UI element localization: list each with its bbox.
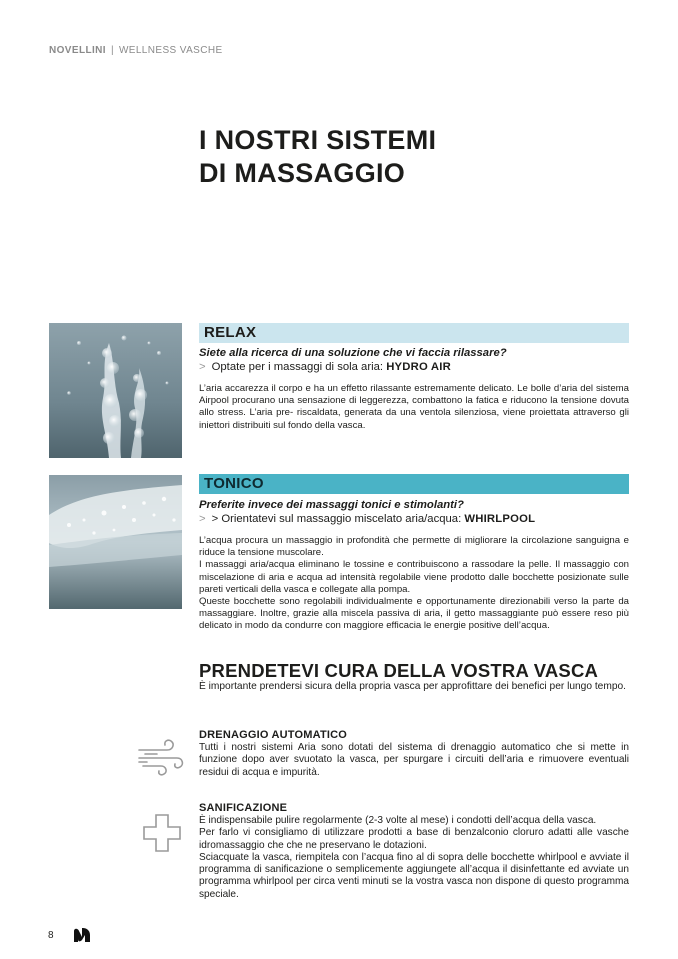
care-intro: È importante prendersi sicura della propria vasca per approfittare dei benefici per lungo tempo.: [199, 681, 626, 692]
relax-body: L’aria accarezza il corpo e ha un effetto rilassante estremamente delicato. Le bolle d’aria del sistema Airpool procurano una sensazione di leggerezza, combattono la fatica e riducono la tensione dovuta allo stress. L’aria pre- riscaldata, generata da una ventola silenziosa, viene proiettata attraverso gli iniettori distribuiti sul fondo della vasca.: [199, 383, 629, 431]
tonico-heading-bar: TONICO: [199, 474, 629, 494]
wind-icon: [137, 738, 185, 783]
tonico-body-paragraph: L’acqua procura un massaggio in profondità che permette di migliorare la circolazione sanguigna e riduce la tensione muscolare.: [199, 535, 629, 559]
tonico-option-product: WHIRLPOOL: [464, 513, 536, 525]
breadcrumb: [49, 45, 223, 56]
relax-option-product: HYDRO AIR: [386, 361, 451, 373]
tonico-lead: Preferite invece dei massaggi tonici e stimolanti?: [199, 499, 464, 511]
chevron-right-icon: >: [199, 361, 206, 373]
relax-heading-bar: RELAX: [199, 323, 629, 343]
tonico-whirlpool-photo: [49, 475, 182, 609]
sanitization-paragraph: È indispensabile pulire regolarmente (2-3 volte al mese) i condotti dell’acqua della vasca.: [199, 815, 597, 826]
sanitization-paragraph: Sciacquate la vasca, riempitela con l’acqua fino al di sopra delle bocchette whirlpool e avviate il programma di sanificazione o semplicemente aggiungete all’acqua il disinfettante ed avviate un programma whirlpool per circa venti minuti se la vostra vasca non dispone di questo programma speciale.: [199, 851, 629, 900]
chevron-right-icon: >: [199, 513, 206, 525]
sanitization-heading: SANIFICAZIONE: [199, 802, 288, 814]
breadcrumb-separator: |: [110, 45, 114, 56]
novellini-logo: [74, 928, 90, 947]
brand-name: NOVELLINI: [49, 45, 106, 56]
page-number: 8: [48, 930, 54, 941]
tonico-option-text: > Orientatevi sul massaggio miscelato aria/acqua:: [211, 513, 462, 525]
drainage-heading: DRENAGGIO AUTOMATICO: [199, 729, 348, 741]
page-title: [199, 124, 436, 190]
tonico-body-paragraph: Queste bocchette sono regolabili individualmente e opportunamente direzionabili verso la parte da massaggiare. Inoltre, grazie alla miscela passiva di aria, il getto massaggiante può essere reso più delicato in modo da condurre con maggiore efficacia le energie positive dell’acqua.: [199, 596, 629, 632]
tonico-body-paragraph: I massaggi aria/acqua eliminano le tossine e contribuiscono a rassodare la pelle. Il massaggio con miscelazione di aria e acqua ad intensità regolabile viene prodotto dalle bocchette posizionate sulle pareti verticali della vasca e collegate alla pompa.: [199, 559, 629, 595]
cross-icon: [142, 813, 182, 858]
care-heading: PRENDETEVI CURA DELLA VOSTRA VASCA: [199, 660, 599, 681]
tonico-body: [199, 535, 629, 633]
tonico-option: [199, 513, 535, 525]
relax-option-text: Optate per i massaggi di sola aria:: [211, 361, 384, 373]
section-name: WELLNESS VASCHE: [118, 45, 223, 56]
relax-lead: Siete alla ricerca di una soluzione che vi faccia rilassare?: [199, 347, 507, 359]
page-title-line1: I NOSTRI SISTEMI: [199, 125, 437, 155]
page-title-line2: DI MASSAGGIO: [199, 158, 406, 188]
relax-option: [199, 361, 451, 373]
relax-bubbles-photo: [49, 323, 182, 458]
sanitization-paragraph: Per farlo vi consigliamo di utilizzare prodotti a base di benzalconio cloruro adatti alle vasche idromassaggio che che ne preservano le dotazioni.: [199, 827, 629, 851]
drainage-body: Tutti i nostri sistemi Aria sono dotati del sistema di drenaggio automatico che si mette in funzione dopo aver svuotato la vasca, per spurgare i circuiti dell’aria e rimuovere eventuali residui di acqua e impurità.: [199, 742, 629, 778]
sanitization-body: [199, 815, 629, 901]
